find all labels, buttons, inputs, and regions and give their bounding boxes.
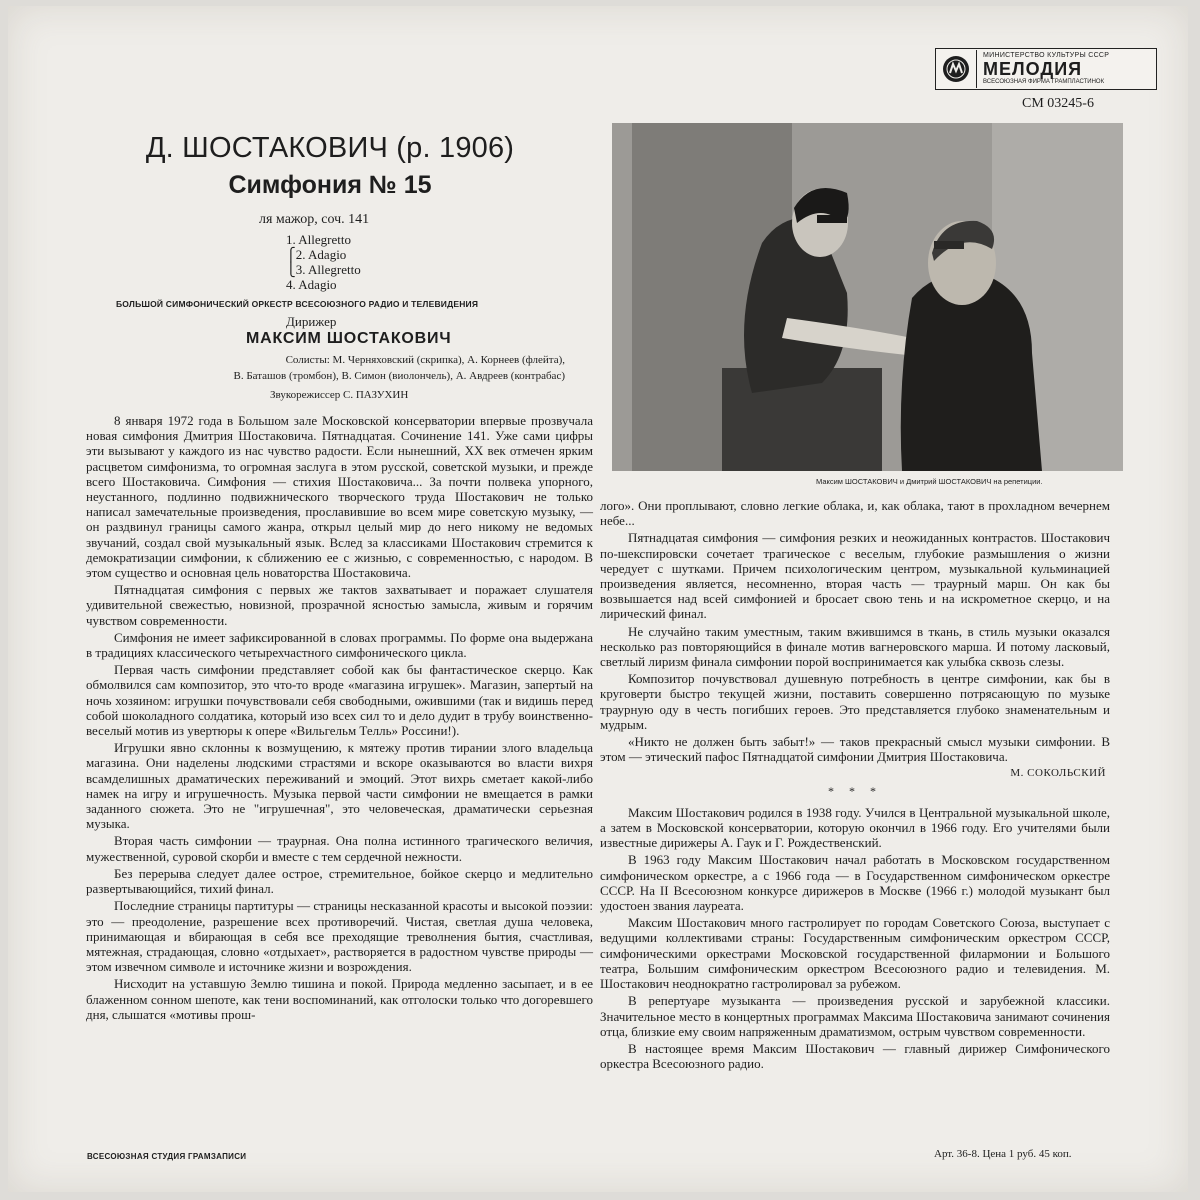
article-paragraph: «Никто не должен быть забыт!» — таков прекрасный смысл музыки симфонии. В этом — этический пафос Пятнадцатой симфонии Дмитрия Шостаковича. (600, 734, 1110, 765)
melodiya-logo (935, 48, 1157, 90)
orchestra-name: БОЛЬШОЙ СИМФОНИЧЕСКИЙ ОРКЕСТР ВСЕСОЮЗНОГО РАДИО И ТЕЛЕВИДЕНИЯ (116, 299, 479, 309)
bio-paragraph: Максим Шостакович много гастролирует по городам Советского Союза, выступает с ведущими коллективами страны: Государственным симфоническим оркестром СССР, симфоническими оркестрами Московской государственной филармонии и Большого театра, Большим симфоническим оркестром Всесоюзного радио и телевидения. М. Шостакович неоднократно гастролировал за рубежом. (600, 915, 1110, 992)
logo-brand: МЕЛОДИЯ (983, 59, 1083, 79)
rehearsal-photo (612, 123, 1123, 471)
bio-paragraph: Максим Шостакович родился в 1938 году. Учился в Центральной музыкальной школе, а затем в Московской консерватории, которую окончил в 1966 году. Его учителями были известные дирижеры А. Гаук и Г. Рождественский. (600, 804, 1110, 851)
melodiya-disc-icon (936, 50, 977, 88)
article-paragraph: Последние страницы партитуры — страницы несказанной красоты и высокой поэзии: это — преодоление, разрешение всех противоречий. Чистая, светлая душа человека, принимающая и вбирающая в себя все преходящие треволнения бытия, счастливая, мятежная, страдающая, словно «отдыхает», растворяется в радостном чувстве природы — этом извечном символе и источнике жизни и возрождения. (86, 898, 593, 975)
article-paragraph: 8 января 1972 года в Большом зале Московской консерватории впервые прозвучала новая симфония Дмитрия Шостаковича. Пятнадцатая. Сочинение 141. Уже сами цифры эти вызывают у каждого из нас чувство радости. Если нынешний, XX век отмечен ярким расцветом симфонизма, то огромная заслуга в этом русской, советской музыки, и прежде всего Шостаковича. Симфония — стихия Шостаковича... За почти полвека упорного, неустанного, подлинно подвижнического творческого труда Шостакович не только написал замечательные произведения, прославившие во всем мире советскую музыку, — он раздвинул границы самого жанра, открыл целый мир до него никому не ведомых звучаний, создал свой музыкальный язык. Вслед за классиками Шостакович стремится к демократизации симфонии, к сближению ее с жизнью, с современностью, с народом. В этом существо и основная цель новаторства Шостаковича. (86, 413, 593, 581)
logo-firm: ВСЕСОЮЗНАЯ ФИРМА ГРАМПЛАСТИНОК (983, 79, 1105, 85)
studio-name: ВСЕСОЮЗНАЯ СТУДИЯ ГРАМЗАПИСИ (87, 1152, 247, 1161)
movement-item: 1. Allegretto (286, 232, 351, 247)
article-paragraph: Без перерыва следует далее острое, стремительное, бойкое скерцо и медлительно развертывающийся, тихий финал. (86, 865, 593, 897)
article-paragraph: Пятнадцатая симфония с первых же тактов захватывает и поражает слушателя удивительной свежестью, новизной, прозрачной ясностью замысла, живым и горячим чувством современности. (86, 582, 593, 628)
article-column-2 (600, 498, 1110, 1073)
article-paragraph: Пятнадцатая симфония — симфония резких и неожиданных контрастов. Шостакович по-шекспировски сочетает трагическое с веселым, глубокие размышления о жизни чередует с шутками. Причем психологическим центром, музыкальной кульминацией произведения является, несомненно, вторая часть — траурный марш. Он как бы возвышается над всей симфонией и бросает свою тень и на искрометное скерцо, и на лирический финал. (600, 530, 1110, 622)
soloists-line: В. Баташов (тромбон), В. Симон (виолончель), А. Авдреев (контрабас) (233, 370, 565, 382)
soloists-line: Солисты: М. Черняховский (скрипка), А. Корнеев (флейта), (285, 354, 565, 366)
movement-list (286, 232, 361, 292)
bio-paragraph: В настоящее время Максим Шостакович — главный дирижер Симфонического оркестра Всесоюзного радио. (600, 1040, 1110, 1072)
soloists (125, 352, 565, 384)
bio-paragraph: В репертуаре музыканта — произведения русской и зарубежной классики. Значительное место в концертных программах Максима Шостаковича занимают сочинения отца, близкие ему своим напряженным драматизмом, острым чувством современности. (600, 993, 1110, 1039)
bio-paragraph: В 1963 году Максим Шостакович начал работать в Московском государственном симфоническом оркестре, а с 1966 года — в Государственном симфоническом оркестре СССР. На II Всесоюзном конкурсе дирижеров в Москве (1966 г.) молодой музыкант был удостоен звания лауреата. (600, 852, 1110, 914)
conductor-label: Дирижер (286, 314, 337, 329)
price-line: Арт. 36-8. Цена 1 руб. 45 коп. (934, 1148, 1072, 1160)
release-header (100, 132, 560, 200)
article-paragraph: Нисходит на уставшую Землю тишина и покой. Природа медленно засыпает, и в ее блаженном сонном шепоте, как тени воспоминаний, как отголоски только что догоревшего дня, слышатся «мотивы прош- (86, 976, 593, 1022)
work-key: ля мажор, соч. 141 (259, 212, 370, 227)
photo-caption: Максим ШОСТАКОВИЧ и Дмитрий ШОСТАКОВИЧ на репетиции. (816, 477, 1043, 486)
article-paragraph: Не случайно таким уместным, таким вжившимся в ткань, в стиль музыки оказался несколько раз повторяющийся в финале мотив вагнеровского марша. И потому ласковый, светлый лиризм финала симфонии порой воспринимается как улыбка сквозь слезы. (600, 623, 1110, 670)
movement-item: ⎧2. Adagio (286, 247, 347, 262)
work-title: Симфония № 15 (228, 171, 432, 199)
article-paragraph: Первая часть симфонии представляет собой как бы фантастическое скерцо. Как обмолвился сам композитор, это что-то вроде «магазина игрушек». Магазин, запертый на ночь хозяином: игрушки почувствовали себя свободными, ожившими (так и видишь перед собой шоколадного солдатика, который изо всех сил то и дело дудит в трубу воинственно-веселый мотив из увертюры к опере «Вильгельм Телль» Россини!). (86, 662, 593, 739)
article-paragraph: Симфония не имеет зафиксированной в словах программы. По форме она выдержана в традициях классического четырехчастного симфонического цикла. (86, 629, 593, 661)
composer-name: Д. ШОСТАКОВИЧ (р. 1906) (145, 132, 515, 164)
catalog-number: СМ 03245-6 (1022, 96, 1094, 111)
author-signature: М. СОКОЛЬСКИЙ (1010, 767, 1106, 780)
movement-item: ⎩3. Allegretto (286, 262, 361, 277)
conductor-name: МАКСИМ ШОСТАКОВИЧ (246, 330, 452, 347)
section-separator: * * * (828, 783, 882, 798)
logo-ministry: МИНИСТЕРСТВО КУЛЬТУРЫ СССР (983, 52, 1110, 59)
article-paragraph: лого». Они проплывают, словно легкие облака, и, как облака, тают в прохладном вечернем небе... (600, 498, 1110, 529)
article-paragraph: Композитор почувствовал душевную потребность в центре симфонии, как бы в круговерти быстро текущей жизни, поставить совершенно потрясающую по музыке траурную оду в честь погибших героев. Это представляется глубоко знаменательным и мудрым. (600, 671, 1110, 732)
article-column-1 (86, 413, 593, 1024)
article-paragraph: Игрушки явно склонны к возмущению, к мятежу против тирании злого владельца магазина. Они наделены людскими страстями и вскоре оказываются во власти вихря всамделишных драматических переживаний и эмоций. Этот вихрь сметает какой-либо намек на игру и игрушечность. Музыка первой части симфонии не вмещается в рамки заданного сюжета. Это не "игрушечная", это человеческая, драматически серьезная музыка. (86, 740, 593, 832)
movement-item: 4. Adagio (286, 277, 337, 292)
sound-engineer: Звукорежиссер С. ПАЗУХИН (270, 389, 409, 401)
article-paragraph: Вторая часть симфонии — траурная. Она полна истинного трагического величия, мужественной, суровой скорби и вместе с тем сердечной нежности. (86, 833, 593, 864)
